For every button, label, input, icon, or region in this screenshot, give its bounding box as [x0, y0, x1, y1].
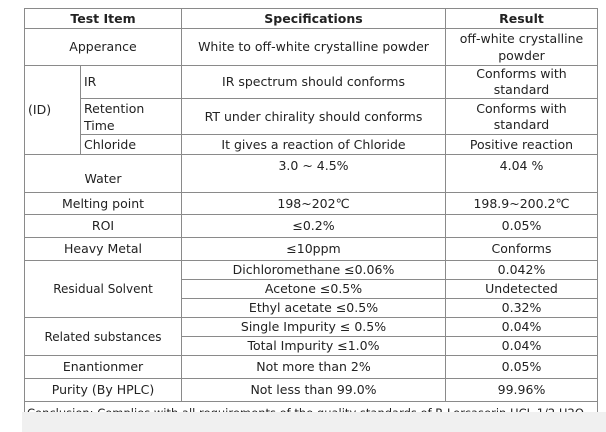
appearance-result — [446, 29, 598, 66]
enantiomer-item: Enantionmer — [25, 356, 182, 379]
retention-time-item — [81, 99, 182, 135]
residual-solvent-result: 0.32% — [446, 299, 598, 318]
related-substances-result: 0.04% — [446, 318, 598, 337]
water-result: 4.04 % — [446, 155, 598, 193]
heavy-metal-spec: ≤10ppm — [182, 238, 446, 261]
table-row — [25, 379, 598, 402]
enantiomer-spec: Not more than 2% — [182, 356, 446, 379]
melting-point-result: 198.9~200.2℃ — [446, 193, 598, 215]
appearance-spec: White to off-white crystalline powder — [182, 29, 446, 66]
purity-spec: Not less than 99.0% — [182, 379, 446, 402]
chloride-result: Positive reaction — [446, 135, 598, 155]
appearance-item: Apperance — [25, 29, 182, 66]
id-group-label: (ID) — [25, 66, 81, 155]
roi-result: 0.05% — [446, 215, 598, 238]
table-row — [25, 99, 598, 135]
residual-solvent-spec: Ethyl acetate ≤0.5% — [182, 299, 446, 318]
specification-table — [24, 8, 598, 424]
retention-time-result: Conforms with standard — [446, 99, 598, 135]
residual-solvent-result: 0.042% — [446, 261, 598, 280]
table-row — [25, 29, 598, 66]
appearance-result-text: off-white crystalline powder — [459, 31, 584, 63]
table-row — [25, 215, 598, 238]
table-row — [25, 135, 598, 155]
ir-spec: IR spectrum should conforms — [182, 66, 446, 99]
table-row — [25, 193, 598, 215]
header-test-item: Test Item — [25, 9, 182, 29]
chloride-item: Chloride — [81, 135, 182, 155]
purity-item: Purity (By HPLC) — [25, 379, 182, 402]
header-result: Result — [446, 9, 598, 29]
water-item: Water — [25, 155, 182, 193]
header-specifications: Specifications — [182, 9, 446, 29]
melting-point-item: Melting point — [25, 193, 182, 215]
residual-solvent-spec: Acetone ≤0.5% — [182, 280, 446, 299]
water-spec: 3.0 ~ 4.5% — [182, 155, 446, 193]
residual-solvent-result: Undetected — [446, 280, 598, 299]
ir-item: IR — [81, 66, 182, 99]
retention-time-spec: RT under chirality should conforms — [182, 99, 446, 135]
header-row — [25, 9, 598, 29]
related-substances-item: Related substances — [25, 318, 182, 356]
heavy-metal-item: Heavy Metal — [25, 238, 182, 261]
table-row — [25, 66, 598, 99]
table-row — [25, 261, 598, 280]
residual-solvent-item: Residual Solvent — [25, 261, 182, 318]
roi-item: ROI — [25, 215, 182, 238]
melting-point-spec: 198~202℃ — [182, 193, 446, 215]
ir-result: Conforms with standard — [446, 66, 598, 99]
retention-time-text: Retention Time — [84, 100, 145, 133]
chloride-spec: It gives a reaction of Chloride — [182, 135, 446, 155]
residual-solvent-spec: Dichloromethane ≤0.06% — [182, 261, 446, 280]
heavy-metal-result: Conforms — [446, 238, 598, 261]
roi-spec: ≤0.2% — [182, 215, 446, 238]
enantiomer-result: 0.05% — [446, 356, 598, 379]
related-substances-spec: Total Impurity ≤1.0% — [182, 337, 446, 356]
bottom-band — [22, 412, 606, 432]
related-substances-result: 0.04% — [446, 337, 598, 356]
table-row — [25, 238, 598, 261]
table-row — [25, 155, 598, 193]
table-row — [25, 356, 598, 379]
purity-result: 99.96% — [446, 379, 598, 402]
table-row — [25, 318, 598, 337]
related-substances-spec: Single Impurity ≤ 0.5% — [182, 318, 446, 337]
